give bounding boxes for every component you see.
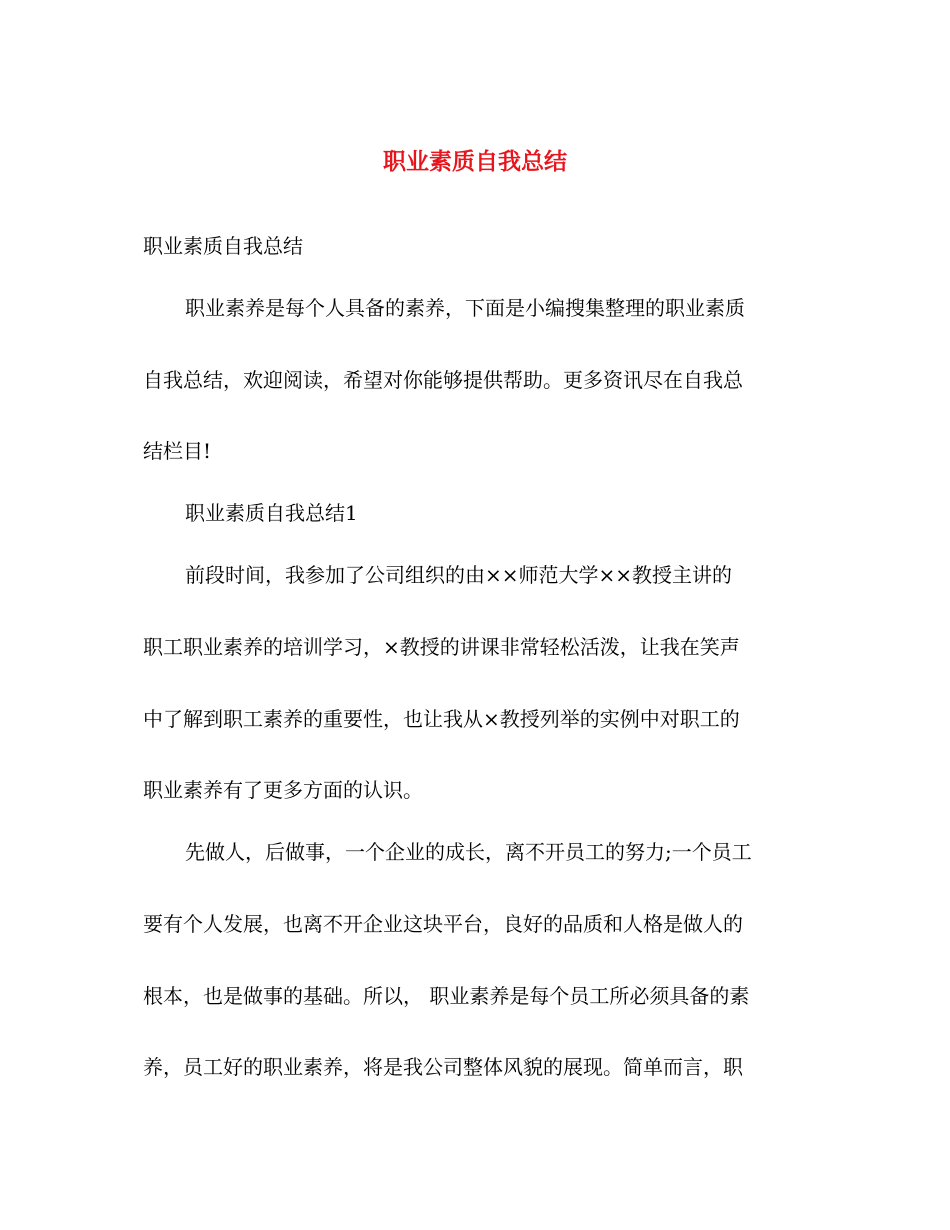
subtitle-line: 职业素质自我总结 bbox=[143, 234, 303, 258]
paragraph-line: 要有个人发展，也离不开企业这块平台，良好的品质和人格是做人的 bbox=[143, 912, 743, 936]
paragraph-line: 先做人，后做事，一个企业的成长，离不开员工的努力;一个员工 bbox=[185, 840, 752, 864]
paragraph-line: 前段时间，我参加了公司组织的由××师范大学××教授主讲的 bbox=[185, 563, 733, 587]
paragraph-line: 根本，也是做事的基础。所以， 职业素养是每个员工所必须具备的素 bbox=[143, 984, 750, 1008]
paragraph-line: 职业素养是每个人具备的素养，下面是小编搜集整理的职业素质 bbox=[185, 296, 745, 320]
paragraph-line: 职业素养有了更多方面的认识。 bbox=[143, 778, 423, 802]
paragraph-line: 养，员工好的职业素养，将是我公司整体风貌的展现。简单而言，职 bbox=[143, 1055, 743, 1079]
document-title: 职业素质自我总结 bbox=[383, 149, 567, 175]
paragraph-line: 结栏目! bbox=[143, 439, 212, 463]
section-heading: 职业素质自我总结1 bbox=[185, 501, 358, 525]
paragraph-line: 中了解到职工素养的重要性，也让我从×教授列举的实例中对职工的 bbox=[143, 707, 740, 731]
paragraph-line: 职工职业素养的培训学习，×教授的讲课非常轻松活泼，让我在笑声 bbox=[143, 635, 740, 659]
paragraph-line: 自我总结，欢迎阅读，希望对你能够提供帮助。更多资讯尽在自我总 bbox=[143, 368, 743, 392]
